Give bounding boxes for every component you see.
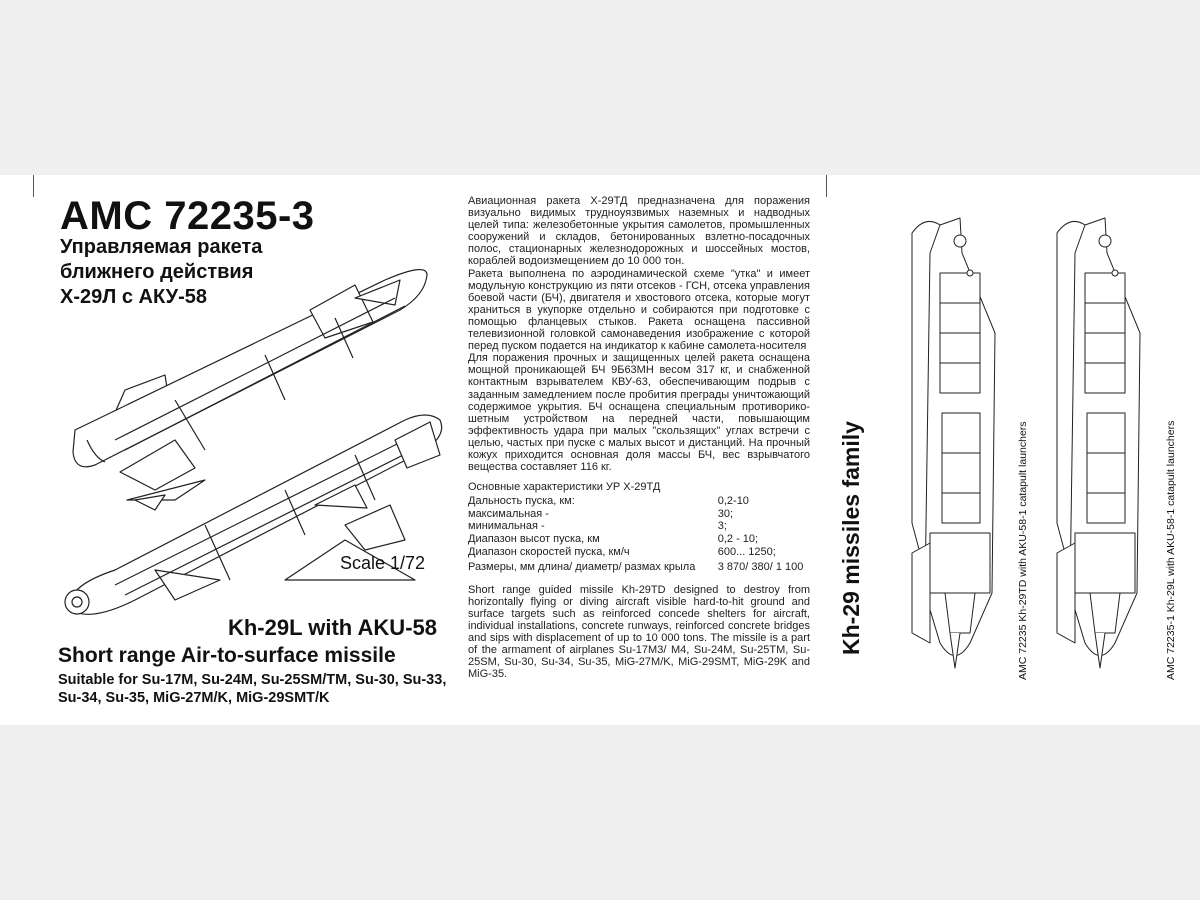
spec-label: Диапазон скоростей пуска, км/ч xyxy=(468,545,630,558)
spec-label: Размеры, мм длина/ диаметр/ размах крыла xyxy=(468,561,696,574)
subtitle-line: ближнего действия xyxy=(60,261,254,283)
spec-row xyxy=(468,533,810,546)
spec-label: Диапазон высот пуска, км xyxy=(468,533,600,546)
launcher-caption-2: AMC 72235-1 Kh-29L with AKU-58-1 catapult launchers xyxy=(1165,420,1177,680)
scale-label: Scale 1/72 xyxy=(340,553,426,573)
spec-row xyxy=(468,520,810,533)
product-card xyxy=(0,175,1200,725)
suitable-aircraft: Suitable for Su-17M, Su-24M, Su-25SM/TM, Su-30, Su-33, Su-34, Su-35, MiG-27M/K, MiG-29SMT/K xyxy=(58,672,447,706)
spec-row xyxy=(468,508,810,521)
description-ru-paragraph: Авиационная ракета Х-29ТД предназначена для поражения визуально видимых трудноуязвимых наземных и надводных целей типа: железобетонные укрытия самолетов, промышленных сооружений и складов, бетонированных взлетно-посадочных полос, стационарных железнодорожных и шоссейных мостов, кораблей водоизмещением до 10 000 тон. xyxy=(468,195,810,268)
spec-label: максимальная - xyxy=(468,507,549,520)
launcher-caption-1: AMC 72235 Kh-29TD with AKU-58-1 catapult launchers xyxy=(1017,421,1029,680)
spec-value: 0,2-10 xyxy=(717,495,749,508)
description-ru-paragraph: Для поражения прочных и защищенных целей ракета оснащена мощной проникающей БЧ 9Б63МН весом 317 кг, и снабженной контактным взрывателем КВУ-63, обеспечивающим подрыв с заданным замедлением после пробития преграды уничтожающий содержимое укрытия. БЧ оснащена специальным противорико-шетным устройством на передней части, повышающим эффективность удара при малых "скользящих" углах встречи с целью, частых при пуске с малых высот и дистанций. На прочный кожух приходится основная доля массы БЧ, вес взрывчатого вещества составляет 116 кг. xyxy=(468,352,810,474)
description-ru-paragraph: Ракета выполнена по аэродинамической схеме "утка" и имеет модульную конструкцию из пяти отсеков - ГСН, отсека управления боевой части (БЧ), двигателя и хвостового отсека, которые могут храниться в укупорке отдельно и собираются при подготовке с помощью фланцевых стыков. Ракета оснащена пассивной телевизионной головкой самонаведения изображение с которой перед пуском подается на индикатор к кабине самолета-носителя xyxy=(468,267,810,353)
spec-row xyxy=(468,546,810,559)
family-title: Kh-29 missiles family xyxy=(838,421,864,655)
spec-label: минимальная - xyxy=(468,520,545,533)
crop-mark-left xyxy=(33,175,34,197)
subtitle-line: Управляемая ракета xyxy=(60,236,263,258)
specs-title: Основные характеристики УР Х-29ТД xyxy=(468,481,661,494)
english-product-description: Short range Air-to-surface missile xyxy=(58,644,396,667)
launcher-drawing-1 xyxy=(900,213,1010,683)
spec-label: Дальность пуска, км: xyxy=(468,495,575,508)
crop-mark-right xyxy=(826,175,827,197)
spec-value: 3 870/ 380/ 1 100 xyxy=(717,561,804,574)
specs-table xyxy=(468,495,810,574)
spec-row xyxy=(468,558,810,574)
spec-value: 0,2 - 10; xyxy=(717,533,759,546)
description-column xyxy=(468,195,810,681)
spec-value: 3; xyxy=(717,520,727,533)
product-code: AMC 72235-3 xyxy=(60,194,315,238)
subtitle-line: Х-29Л с АКУ-58 xyxy=(60,286,208,308)
spec-value: 600... 1250; xyxy=(717,545,776,558)
description-en-paragraph: Short range guided missile Kh-29TD designed to destroy from horizontally flying or diving aircraft visible hard-to-hit ground and surface targets such as reinforced concede shelters for aircraft, individual installations, concrete runways, reinforced concrete bridges and sips with displacement of up to 10 000 tons. The missile is a part of the armament of airplanes Su-17M3/ M4, Su-24M, Su-25TM, Su-25SM, Su-30, Su-34, Su-35, MiG-27M/K, MiG-29SMT, MiG-29K and MiG-35. xyxy=(468,583,810,681)
english-product-name: Kh-29L with AKU-58 xyxy=(227,615,437,640)
spec-value: 30; xyxy=(717,507,734,520)
spec-row xyxy=(468,495,810,508)
launcher-drawing-2 xyxy=(1045,213,1155,683)
